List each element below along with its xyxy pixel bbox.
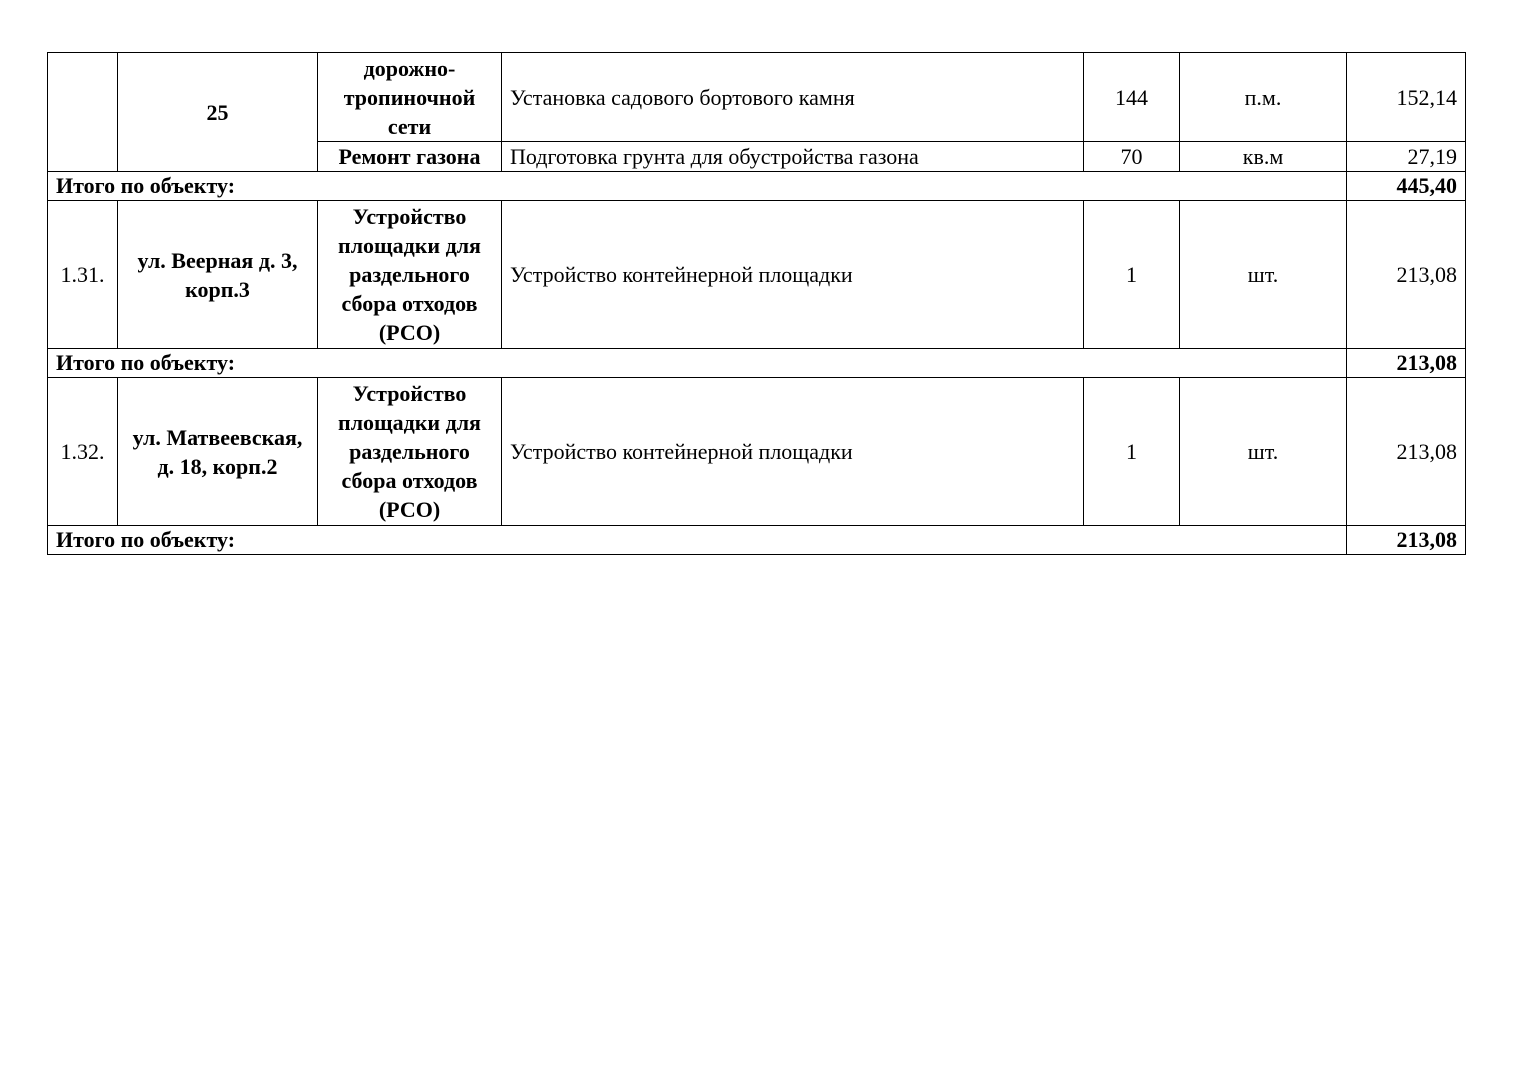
cost-cell: 213,08 xyxy=(1347,378,1466,526)
work-type-cell: Устройство площадки для раздельного сбора отходов (РСО) xyxy=(318,201,502,349)
object-total-label: Итого по объекту: xyxy=(48,172,1347,201)
number-cell: 1.31. xyxy=(48,201,118,349)
cost-cell: 213,08 xyxy=(1347,201,1466,349)
object-total-row xyxy=(48,349,1466,378)
object-total-label: Итого по объекту: xyxy=(48,349,1347,378)
work-type-cell: дорожно-тропиночной сети xyxy=(318,53,502,142)
quantity-cell: 70 xyxy=(1084,142,1180,172)
object-total-value: 445,40 xyxy=(1347,172,1466,201)
object-total-row xyxy=(48,172,1466,201)
unit-cell: кв.м xyxy=(1180,142,1347,172)
object-total-value: 213,08 xyxy=(1347,526,1466,555)
description-cell: Устройство контейнерной площадки xyxy=(502,201,1084,349)
address-cell: ул. Веерная д. 3, корп.3 xyxy=(118,201,318,349)
quantity-cell: 144 xyxy=(1084,53,1180,142)
work-type-cell: Устройство площадки для раздельного сбора отходов (РСО) xyxy=(318,378,502,526)
table-row xyxy=(48,53,1466,142)
description-cell: Подготовка грунта для обустройства газона xyxy=(502,142,1084,172)
address-cell: 25 xyxy=(118,53,318,172)
work-type-cell: Ремонт газона xyxy=(318,142,502,172)
cost-cell: 152,14 xyxy=(1347,53,1466,142)
address-cell: ул. Матвеевская, д. 18, корп.2 xyxy=(118,378,318,526)
object-total-value: 213,08 xyxy=(1347,349,1466,378)
number-cell: 1.32. xyxy=(48,378,118,526)
description-cell: Устройство контейнерной площадки xyxy=(502,378,1084,526)
cost-cell: 27,19 xyxy=(1347,142,1466,172)
works-table xyxy=(47,52,1466,555)
unit-cell: п.м. xyxy=(1180,53,1347,142)
object-total-row xyxy=(48,526,1466,555)
quantity-cell: 1 xyxy=(1084,201,1180,349)
object-total-label: Итого по объекту: xyxy=(48,526,1347,555)
table-row xyxy=(48,378,1466,526)
description-cell: Установка садового бортового камня xyxy=(502,53,1084,142)
unit-cell: шт. xyxy=(1180,378,1347,526)
unit-cell: шт. xyxy=(1180,201,1347,349)
number-cell xyxy=(48,53,118,172)
table-row xyxy=(48,201,1466,349)
quantity-cell: 1 xyxy=(1084,378,1180,526)
